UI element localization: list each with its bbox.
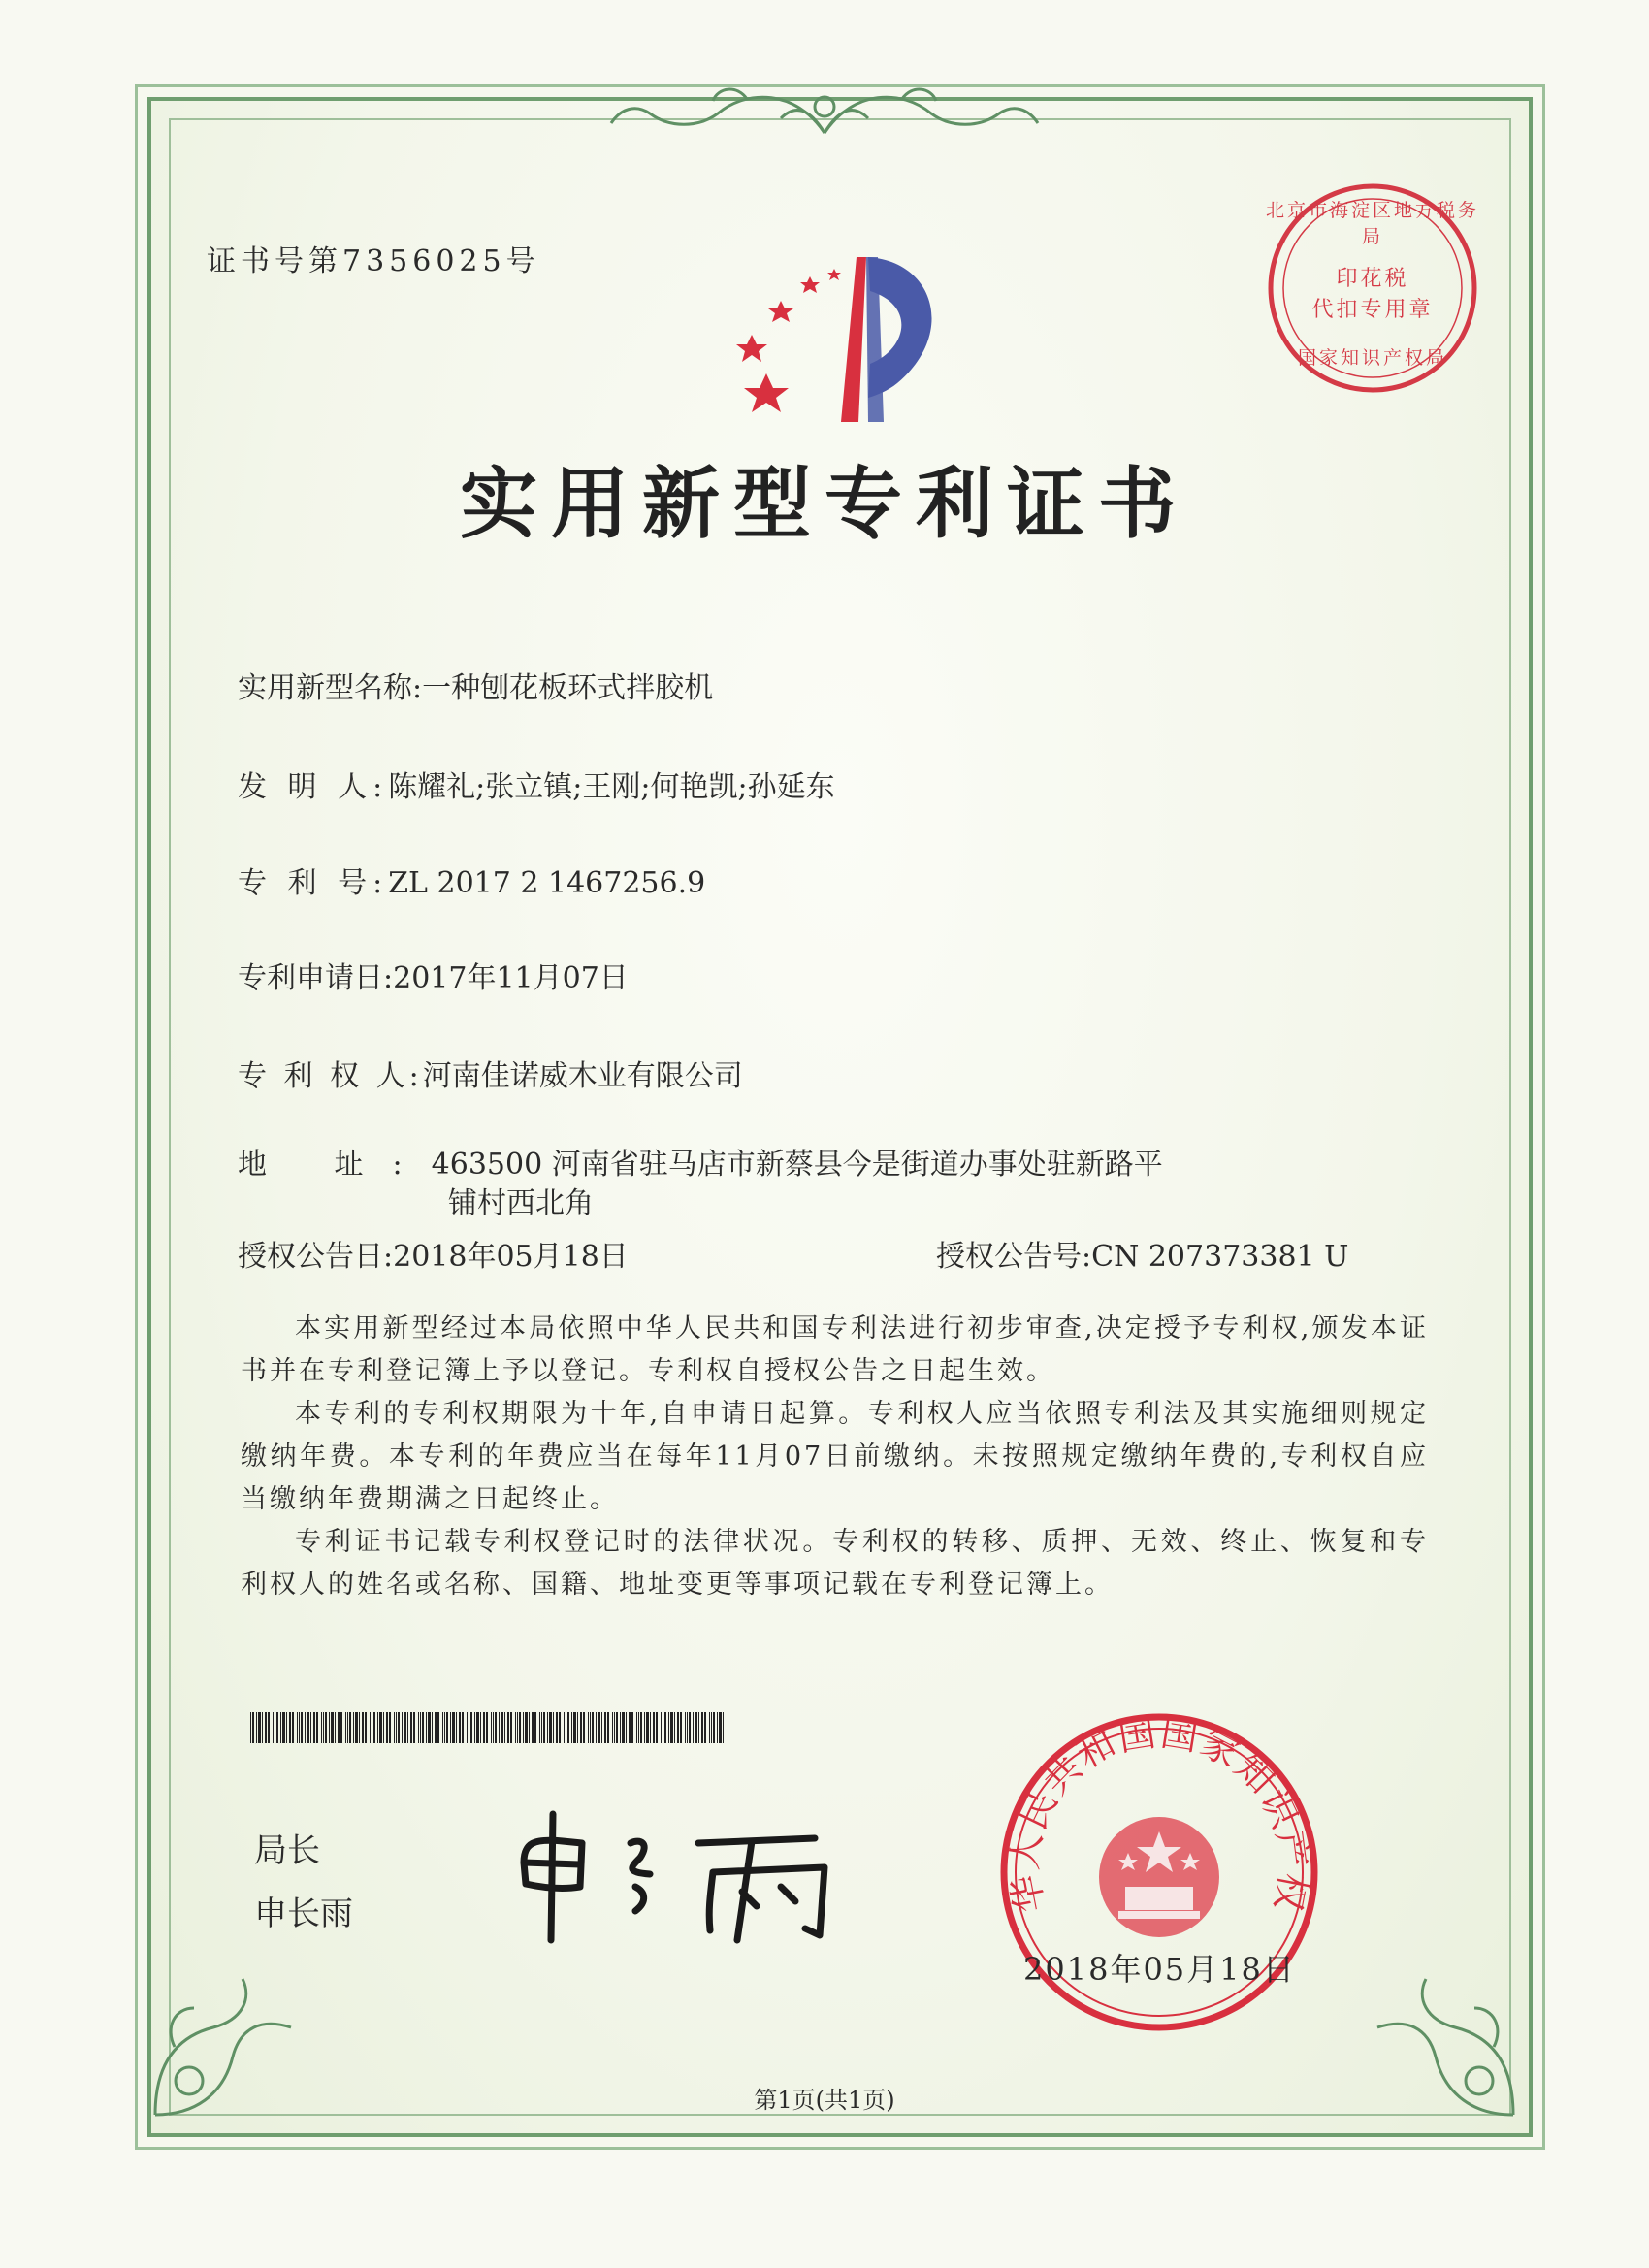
barcode-bar xyxy=(640,1712,642,1743)
barcode-bar xyxy=(459,1712,461,1743)
barcode-bar xyxy=(268,1712,270,1743)
patent-number-label: 专 利 号: xyxy=(238,866,389,900)
barcode-bar xyxy=(377,1712,378,1743)
barcode-bar xyxy=(713,1712,715,1743)
director-name: 申长雨 xyxy=(254,1895,353,1933)
body-paragraph-1: 本实用新型经过本局依照中华人民共和国专利法进行初步审查,决定授予专利权,颁发本证书并在专利登记簿上予以登记。专利权自授权公告之日起生效。 xyxy=(241,1313,1429,1386)
inventor-label: 发 明 人: xyxy=(238,770,389,804)
barcode-bar xyxy=(404,1712,406,1743)
barcode-bar xyxy=(329,1712,330,1743)
barcode-bar xyxy=(450,1712,451,1743)
tax-stamp-line2: 代扣专用章 xyxy=(1311,298,1434,322)
grant-date-label: 授权公告日: xyxy=(238,1240,394,1274)
name-value: 一种刨花板环式拌胶机 xyxy=(422,671,714,705)
barcode-bar xyxy=(335,1712,336,1743)
barcode-bar xyxy=(510,1712,512,1743)
barcode-bar xyxy=(519,1712,521,1743)
barcode-bar xyxy=(539,1712,540,1743)
field-patentee xyxy=(238,1052,743,1094)
barcode-bar xyxy=(446,1712,448,1743)
barcode-bar xyxy=(601,1712,602,1743)
tax-stamp-line1: 印花税 xyxy=(1336,267,1409,291)
barcode-bar xyxy=(365,1712,367,1743)
barcode-bar xyxy=(580,1712,582,1743)
barcode-bar xyxy=(316,1712,318,1743)
barcode-bar xyxy=(396,1712,397,1743)
barcode-bar xyxy=(389,1712,391,1743)
barcode-bar xyxy=(307,1712,309,1743)
body-paragraph-3: 专利证书记载专利权登记时的法律状况。专利权的转移、质押、无效、终止、恢复和专利权人的姓名或名称、国籍、地址变更等事项记载在专利登记簿上。 xyxy=(241,1527,1429,1600)
barcode-bar xyxy=(491,1712,492,1743)
barcode-bar xyxy=(476,1712,479,1743)
barcode-bar xyxy=(456,1712,457,1743)
barcode-bar xyxy=(529,1712,530,1743)
barcode-bar xyxy=(644,1712,645,1743)
barcode-bar xyxy=(614,1712,615,1743)
field-address xyxy=(238,1140,1163,1183)
barcode-bar xyxy=(422,1712,424,1743)
barcode-bar xyxy=(370,1712,371,1743)
filing-date-label: 专利申请日: xyxy=(238,961,394,995)
barcode-bar xyxy=(442,1712,443,1743)
tax-stamp-bottom-text: 国家知识产权局 xyxy=(1297,347,1447,369)
barcode-bar xyxy=(650,1712,651,1743)
barcode-bar xyxy=(723,1712,724,1743)
barcode-bar xyxy=(499,1712,500,1743)
barcode-bar xyxy=(553,1712,554,1743)
certificate-number: 证书号第7356025号 xyxy=(207,244,540,278)
certificate-body xyxy=(241,1308,1429,1606)
barcode-bar xyxy=(428,1712,431,1743)
barcode-bar xyxy=(265,1712,267,1743)
grant-number-value: CN 207373381 U xyxy=(1091,1240,1349,1274)
barcode-bar xyxy=(711,1712,712,1743)
barcode-bar xyxy=(607,1712,609,1743)
barcode-bar xyxy=(626,1712,627,1743)
barcode-bar xyxy=(612,1712,613,1743)
barcode-bar xyxy=(483,1712,485,1743)
field-grant-date xyxy=(238,1232,629,1275)
barcode-bar xyxy=(273,1712,274,1743)
barcode-bar xyxy=(289,1712,291,1743)
barcode-bar xyxy=(661,1712,662,1743)
address-value-line1: 463500 河南省驻马店市新蔡县今是街道办事处驻新路平 xyxy=(431,1148,1163,1182)
barcode-bar xyxy=(470,1712,472,1743)
barcode-bar xyxy=(262,1712,263,1743)
barcode-bar xyxy=(646,1712,649,1743)
barcode-bar xyxy=(280,1712,281,1743)
barcode-bar xyxy=(495,1712,497,1743)
barcode-bar xyxy=(292,1712,294,1743)
barcode-bar xyxy=(432,1712,433,1743)
barcode-bar xyxy=(515,1712,516,1743)
inventor-value: 陈耀礼;张立镇;王刚;何艳凯;孙延东 xyxy=(388,770,835,804)
field-filing-date xyxy=(238,954,629,996)
barcode-bar xyxy=(413,1712,415,1743)
barcode-bar xyxy=(394,1712,395,1743)
barcode-bar xyxy=(638,1712,639,1743)
barcode-bar xyxy=(486,1712,488,1743)
barcode-bar xyxy=(418,1712,419,1743)
barcode-bar xyxy=(636,1712,637,1743)
barcode-bar xyxy=(677,1712,679,1743)
barcode-icon xyxy=(250,1712,726,1743)
certificate-title: 实用新型专利证书 xyxy=(460,458,1189,549)
barcode-bar xyxy=(616,1712,618,1743)
barcode-bar xyxy=(467,1712,468,1743)
tax-stamp-ring-text: 北京市海淀区地方税务局 xyxy=(1265,200,1479,247)
barcode-bar xyxy=(462,1712,464,1743)
barcode-bar xyxy=(631,1712,633,1743)
barcode-bar xyxy=(493,1712,494,1743)
address-label: 地 址: xyxy=(238,1148,432,1182)
barcode-bar xyxy=(620,1712,621,1743)
barcode-bar xyxy=(629,1712,630,1743)
barcode-bar xyxy=(547,1712,548,1743)
patentee-value: 河南佳诺威木业有限公司 xyxy=(422,1059,743,1093)
director-title: 局长 xyxy=(254,1831,320,1870)
barcode-bar xyxy=(321,1712,322,1743)
barcode-bar xyxy=(556,1712,558,1743)
barcode-bar xyxy=(685,1712,686,1743)
barcode-bar xyxy=(426,1712,427,1743)
barcode-bar xyxy=(379,1712,382,1743)
barcode-bar xyxy=(653,1712,655,1743)
barcode-bar xyxy=(323,1712,324,1743)
barcode-bar xyxy=(407,1712,408,1743)
barcode-bar xyxy=(693,1712,694,1743)
barcode-bar xyxy=(674,1712,675,1743)
issue-date: 2018年05月18日 xyxy=(1023,1951,1296,1988)
barcode-bar xyxy=(719,1712,722,1743)
barcode-bar xyxy=(709,1712,710,1743)
barcode-bar xyxy=(567,1712,569,1743)
field-patent-number xyxy=(238,859,705,901)
barcode-bar xyxy=(250,1712,251,1743)
barcode-bar xyxy=(480,1712,481,1743)
barcode-bar xyxy=(301,1712,303,1743)
page-footer: 第1页(共1页) xyxy=(754,2087,895,2114)
top-ornament xyxy=(601,80,1048,147)
barcode-bar xyxy=(435,1712,436,1743)
barcode-bar xyxy=(282,1712,285,1743)
barcode-bar xyxy=(590,1712,591,1743)
barcode-bar xyxy=(559,1712,561,1743)
patent-number-value: ZL 2017 2 1467256.9 xyxy=(388,866,706,900)
barcode-bar xyxy=(452,1712,455,1743)
barcode-bar xyxy=(437,1712,439,1743)
barcode-bar xyxy=(507,1712,509,1743)
barcode-bar xyxy=(286,1712,287,1743)
barcode-bar xyxy=(420,1712,421,1743)
barcode-bar xyxy=(410,1712,412,1743)
barcode-bar xyxy=(501,1712,503,1743)
barcode-bar xyxy=(717,1712,718,1743)
barcode-bar xyxy=(362,1712,364,1743)
barcode-bar xyxy=(592,1712,594,1743)
field-inventor xyxy=(238,762,835,805)
barcode-bar xyxy=(444,1712,445,1743)
barcode-bar xyxy=(704,1712,706,1743)
name-label: 实用新型名称: xyxy=(238,671,423,705)
barcode-bar xyxy=(305,1712,306,1743)
barcode-bar xyxy=(383,1712,384,1743)
barcode-bar xyxy=(299,1712,300,1743)
director-signature-icon xyxy=(504,1804,854,1950)
barcode-bar xyxy=(543,1712,545,1743)
barcode-bar xyxy=(474,1712,475,1743)
grant-date-value: 2018年05月18日 xyxy=(393,1240,629,1274)
patentee-label: 专 利 权 人: xyxy=(238,1059,423,1093)
barcode-bar xyxy=(310,1712,311,1743)
barcode-bar xyxy=(670,1712,673,1743)
barcode-bar xyxy=(573,1712,576,1743)
barcode-bar xyxy=(359,1712,360,1743)
barcode-bar xyxy=(338,1712,340,1743)
barcode-bar xyxy=(398,1712,400,1743)
barcode-bar xyxy=(541,1712,542,1743)
barcode-bar xyxy=(656,1712,658,1743)
barcode-bar xyxy=(571,1712,572,1743)
barcode-bar xyxy=(668,1712,669,1743)
barcode-bar xyxy=(276,1712,278,1743)
barcode-bar xyxy=(347,1712,348,1743)
svg-text:中华人民共和国国家知识产权局: 华人民共和国国家知识产权 xyxy=(1002,1710,1316,1917)
barcode-bar xyxy=(517,1712,518,1743)
field-name xyxy=(238,664,713,706)
barcode-bar xyxy=(596,1712,597,1743)
barcode-bar xyxy=(345,1712,346,1743)
barcode-bar xyxy=(588,1712,589,1743)
barcode-bar xyxy=(353,1712,354,1743)
barcode-bar xyxy=(687,1712,688,1743)
address-value-line2: 铺村西北角 xyxy=(448,1186,594,1220)
barcode-bar xyxy=(695,1712,697,1743)
barcode-bar xyxy=(534,1712,536,1743)
body-paragraph-2: 本专利的专利权期限为十年,自申请日起算。专利权人应当依照专利法及其实施细则规定缴纳年费。本专利的年费应当在每年11月07日前缴纳。未按照规定缴纳年费的,专利权自应当缴纳年费期满之日起终止。 xyxy=(241,1399,1429,1514)
barcode-bar xyxy=(525,1712,528,1743)
barcode-bar xyxy=(577,1712,578,1743)
barcode-bar xyxy=(256,1712,257,1743)
grant-number-label: 授权公告号: xyxy=(936,1240,1092,1274)
barcode-bar xyxy=(349,1712,351,1743)
barcode-bar xyxy=(402,1712,403,1743)
field-grant-number xyxy=(936,1232,1348,1275)
barcode-bar xyxy=(373,1712,375,1743)
barcode-bar xyxy=(549,1712,552,1743)
patent-office-emblem-icon xyxy=(713,228,965,422)
barcode-bar xyxy=(252,1712,254,1743)
filing-date-value: 2017年11月07日 xyxy=(393,961,629,995)
barcode-bar xyxy=(701,1712,703,1743)
barcode-bar xyxy=(698,1712,699,1743)
barcode-bar xyxy=(340,1712,342,1743)
barcode-bar xyxy=(331,1712,334,1743)
barcode-bar xyxy=(297,1712,298,1743)
barcode-bar xyxy=(664,1712,666,1743)
barcode-bar xyxy=(598,1712,600,1743)
barcode-bar xyxy=(313,1712,315,1743)
barcode-bar xyxy=(532,1712,534,1743)
barcode-bar xyxy=(583,1712,585,1743)
barcode-bar xyxy=(386,1712,388,1743)
barcode-bar xyxy=(622,1712,625,1743)
tax-stamp xyxy=(1261,177,1484,400)
barcode-bar xyxy=(680,1712,682,1743)
barcode-bar xyxy=(604,1712,606,1743)
barcode-bar xyxy=(504,1712,505,1743)
barcode-bar xyxy=(564,1712,565,1743)
barcode-bar xyxy=(258,1712,261,1743)
barcode-bar xyxy=(355,1712,358,1743)
barcode-bar xyxy=(689,1712,691,1743)
barcode-bar xyxy=(325,1712,327,1743)
barcode-bar xyxy=(523,1712,524,1743)
